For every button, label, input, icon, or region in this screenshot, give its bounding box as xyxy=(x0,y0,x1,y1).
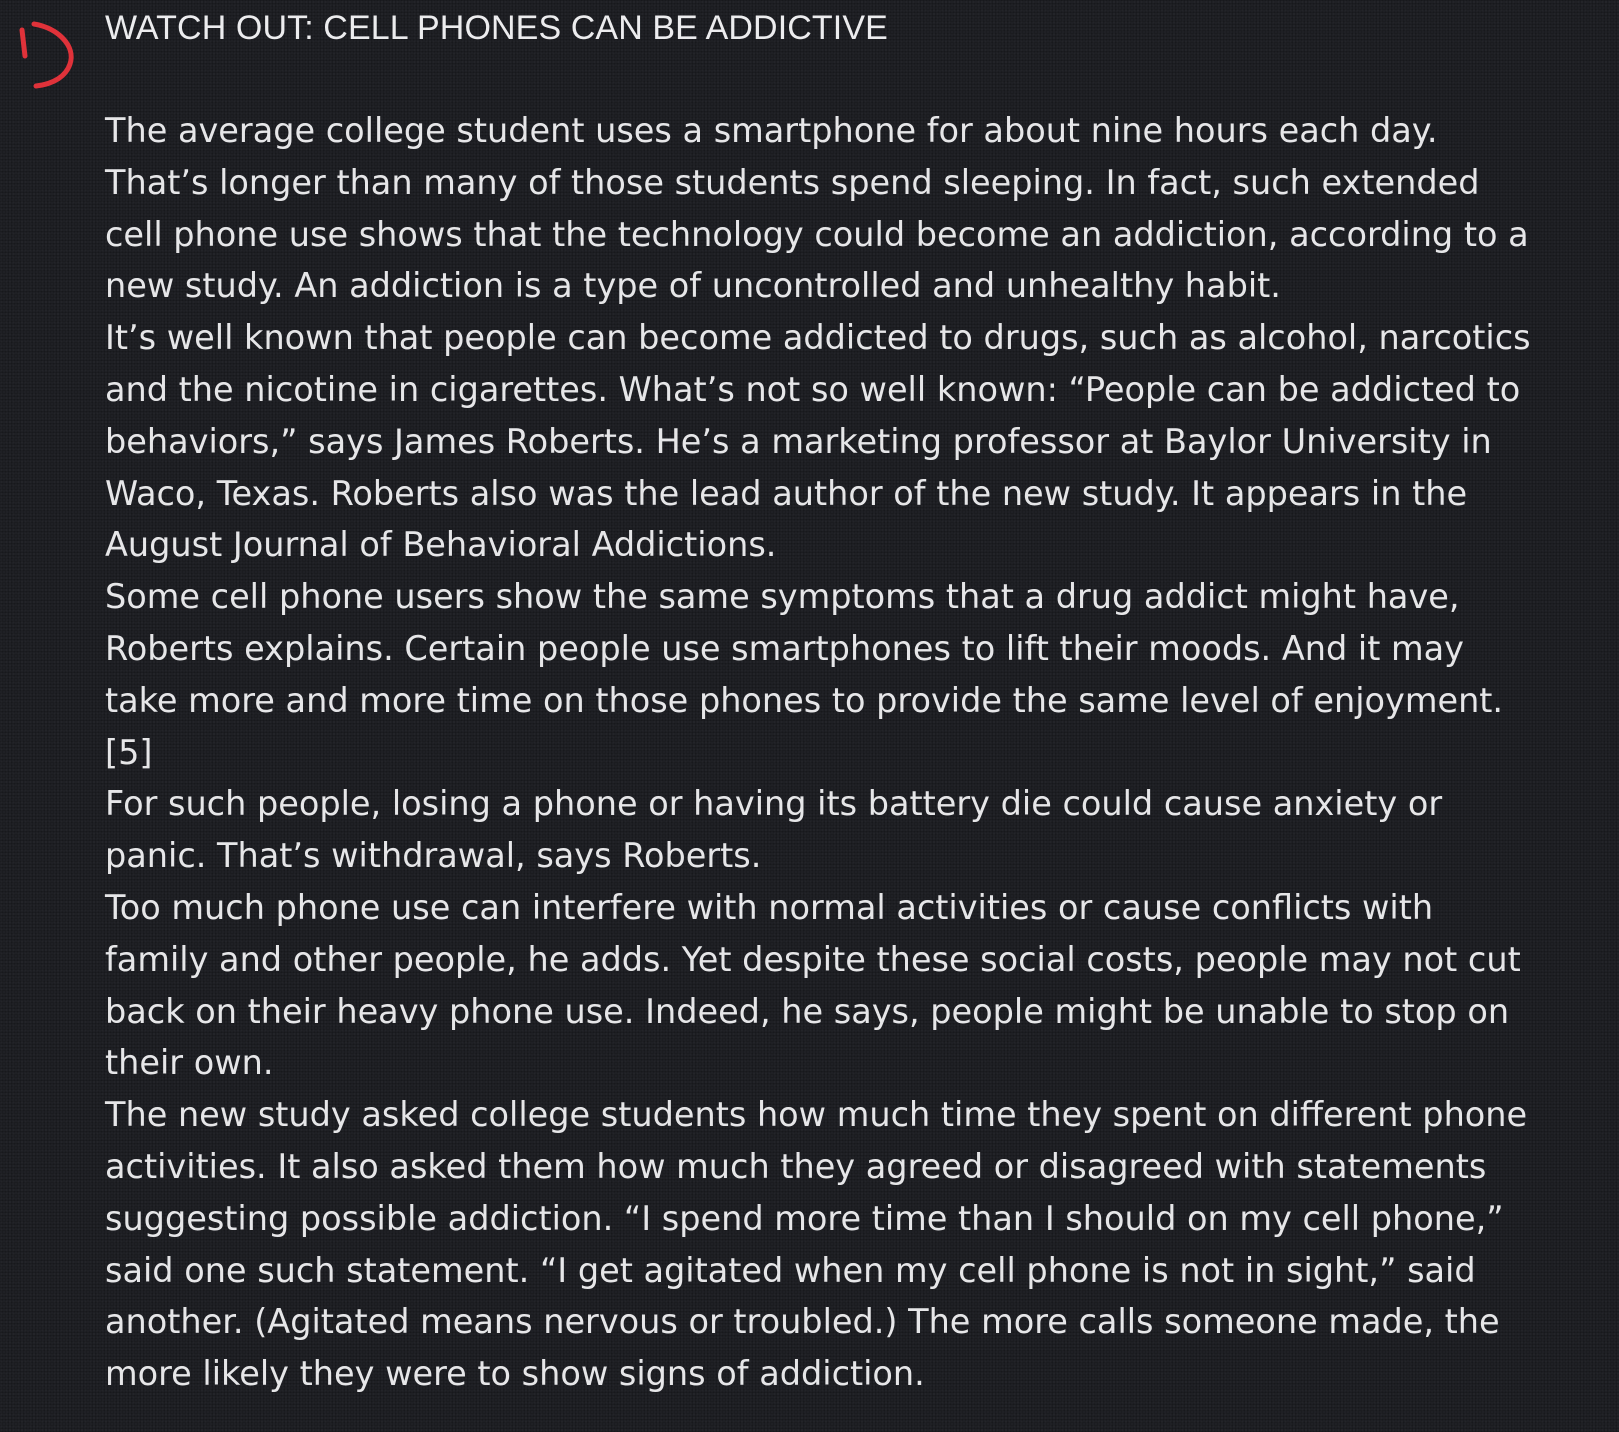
text-line: Roberts explains. Certain people use smartphones to lift their moods. And it may xyxy=(105,628,1464,668)
text-line: more likely they were to show signs of addiction. xyxy=(105,1354,925,1394)
text-line: August Journal of Behavioral Addictions. xyxy=(105,525,777,565)
text-line: activities. It also asked them how much they agreed or disagreed with statements xyxy=(105,1146,1487,1186)
text-line: their own. xyxy=(105,1043,274,1083)
text-line: Waco, Texas. Roberts also was the lead author of the new study. It appears in the xyxy=(105,473,1468,513)
article-title: WATCH OUT: CELL PHONES CAN BE ADDICTIVE xyxy=(105,9,888,47)
text-line: panic. That’s withdrawal, says Roberts. xyxy=(105,836,762,876)
handwritten-d-annotation-icon xyxy=(14,18,80,94)
text-line: family and other people, he adds. Yet despite these social costs, people may not cut xyxy=(105,939,1521,979)
text-line: cell phone use shows that the technology could become an addiction, according to a xyxy=(105,214,1529,254)
text-line: take more and more time on those phones to provide the same level of enjoyment. xyxy=(105,680,1504,720)
text-line: said one such statement. “I get agitated when my cell phone is not in sight,” said xyxy=(105,1250,1476,1290)
article-body xyxy=(105,105,1605,1400)
text-line: Too much phone use can interfere with normal activities or cause conflicts with xyxy=(105,887,1434,927)
text-line: and the nicotine in cigarettes. What’s not so well known: “People can be addicted to xyxy=(105,369,1521,409)
text-line: back on their heavy phone use. Indeed, he says, people might be unable to stop on xyxy=(105,991,1510,1031)
text-line: The average college student uses a smartphone for about nine hours each day. xyxy=(105,111,1438,150)
text-line: suggesting possible addiction. “I spend more time than I should on my cell phone,” xyxy=(105,1198,1504,1238)
text-line: It’s well known that people can become addicted to drugs, such as alcohol, narcotics xyxy=(105,318,1531,358)
text-line: For such people, losing a phone or having its battery die could cause anxiety or xyxy=(105,784,1443,824)
text-line: Some cell phone users show the same symptoms that a drug addict might have, xyxy=(105,577,1460,617)
paragraph-number: [5] xyxy=(105,732,153,772)
text-line: That’s longer than many of those students spend sleeping. In fact, such extended xyxy=(105,162,1480,202)
text-line: new study. An addiction is a type of uncontrolled and unhealthy habit. xyxy=(105,266,1281,306)
text-line: behaviors,” says James Roberts. He’s a marketing professor at Baylor University in xyxy=(105,421,1492,461)
text-line: another. (Agitated means nervous or troubled.) The more calls someone made, the xyxy=(105,1302,1500,1342)
text-line: The new study asked college students how much time they spent on different phone xyxy=(105,1095,1528,1135)
